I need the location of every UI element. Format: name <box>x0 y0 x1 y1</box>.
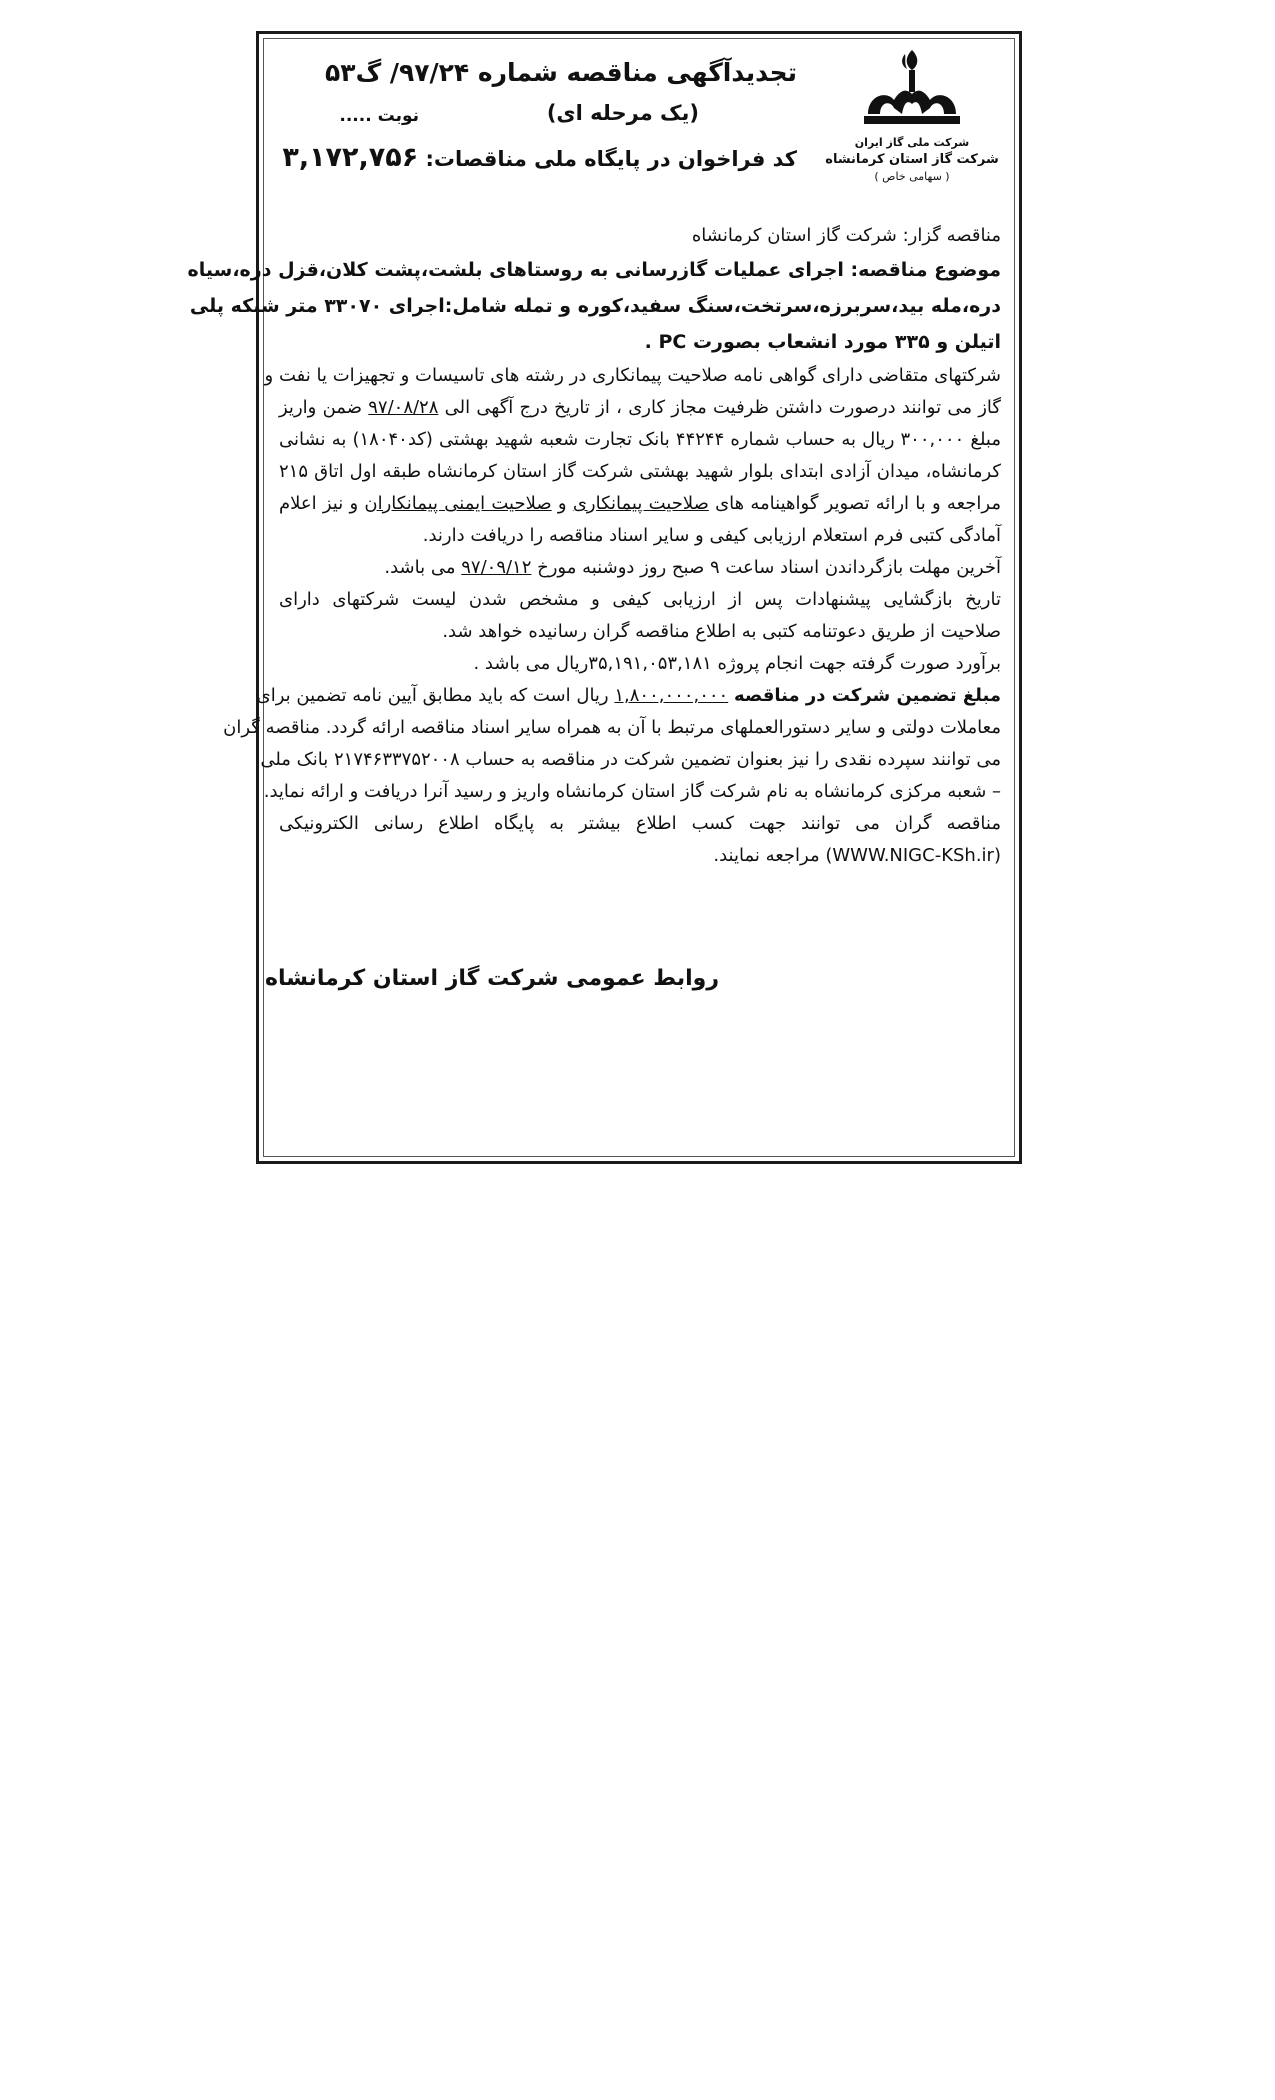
guarantee-label: مبلغ تضمین شرکت در مناقصه <box>733 685 1001 706</box>
notice-frame <box>187 31 1022 1164</box>
body-line-branch: – شعبه مرکزی کرمانشاه به نام شرکت گاز استان کرمانشاه واریز و رسید آنرا دریافت و ارائه نماید. <box>263 781 1001 802</box>
body-line-cash-deposit: می توانند سپرده نقدی را نیز بعنوان تضمین شرکت در مناقصه به حساب ۲۱۷۴۶۳۳۷۵۲۰۰۸ بانک ملی <box>260 749 1001 770</box>
text-segment: آخرین مهلت بازگرداندن اسناد ساعت ۹ صبح روز دوشنبه مورخ <box>537 557 1001 578</box>
portal-code-line <box>282 142 797 173</box>
signature-public-relations: روابط عمومی شرکت گاز استان کرمانشاه <box>264 966 719 991</box>
company-logo-block <box>823 44 1001 185</box>
body-line-regulations: معاملات دولتی و سایر دستورالعملهای مرتبط با آن به همراه سایر اسناد مناقصه ارائه گردد. مناقصه گران <box>223 717 1001 738</box>
text-segment: و نیز اعلام <box>279 493 359 514</box>
publication-turn: نوبت ..... <box>339 106 419 126</box>
tender-subject-line-3: اتیلن و ۳۳۵ مورد انشعاب بصورت PC . <box>644 331 1001 353</box>
text-segment: گاز می توانند درصورت داشتن ظرفیت مجاز کاری ، از تاریخ درج آگهی الی <box>444 397 1001 418</box>
nigc-logo-icon <box>860 44 964 134</box>
body-line-return-deadline <box>279 552 1001 584</box>
tender-organizer: مناقصه گزار: شرکت گاز استان کرمانشاه <box>691 225 1001 246</box>
body-line-receive-docs: آمادگی کتبی فرم استعلام ارزیابی کیفی و سایر اسناد مناقصه را دریافت دارند. <box>422 525 1001 546</box>
company-type: ( سهامی خاص ) <box>874 170 950 183</box>
tender-subject-line-1: موضوع مناقصه: اجرای عملیات گازرسانی به روستاهای بلشت،پشت کلان،قزل دره،سیاه <box>187 259 1001 281</box>
body-line-opening: تاریخ بازگشایی پیشنهادات پس از ارزیابی کیفی و مشخص شدن لیست شرکتهای دارای <box>279 589 1001 610</box>
notice-title: تجدیدآگهی مناقصه شماره ۹۷/۲۴/ گ۵۳ <box>325 58 797 87</box>
body-line-guarantee <box>256 680 1001 712</box>
notice-body <box>187 220 1001 872</box>
text-segment: مراجعه و با ارائه تصویر گواهینامه های <box>715 493 1001 514</box>
text-segment: و <box>557 493 567 514</box>
text-segment: ریال است که باید مطابق آیین نامه تضمین برای <box>256 685 609 706</box>
text-segment: ضمن واریز <box>279 397 362 418</box>
body-line-invitation: صلاحیت از طریق دعوتنامه کتبی به اطلاع مناقصه گران رسانیده خواهد شد. <box>442 621 1001 642</box>
purchase-deadline-date: ۹۷/۰۸/۲۸ <box>368 397 439 418</box>
portal-code: ۳,۱۷۲,۷۵۶ <box>282 142 419 173</box>
body-line-eligibility: شرکتهای متقاضی دارای گواهی نامه صلاحیت پیمانکاری در رشته های تاسیسات و تجهیزات یا نفت و <box>264 365 1001 386</box>
tender-subject-line-2: دره،مله بید،سربرزه،سرتخت،سنگ سفید،کوره و تمله شامل:اجرای ۳۳۰۷۰ متر شبکه پلی <box>189 295 1001 317</box>
body-line-website-info: مناقصه گران می توانند جهت کسب اطلاع بیشتر به پایگاه اطلاع رسانی الکترونیکی <box>279 813 1001 834</box>
guarantee-amount: ۱,۸۰۰,۰۰۰,۰۰۰ <box>614 685 729 706</box>
body-line-estimate: برآورد صورت گرفته جهت انجام پروژه ۳۵,۱۹۱,۰۵۳,۱۸۱ریال می باشد . <box>473 653 1001 674</box>
portal-label: کد فراخوان در پایگاه ملی مناقصات: <box>425 147 797 171</box>
text-segment: می باشد. <box>384 557 456 578</box>
body-line-certificates <box>279 488 1001 520</box>
body-line-fee: مبلغ ۳۰۰,۰۰۰ ریال به حساب شماره ۴۴۲۴۴ بانک تجارت شعبه شهید بهشتی (کد۱۸۰۴۰) به نشانی <box>279 429 1001 450</box>
return-deadline-date: ۹۷/۰۹/۱۲ <box>461 557 532 578</box>
company-name-nigc: شرکت ملی گاز ایران <box>854 136 970 149</box>
body-line-website: (WWW.NIGC-KSh.ir) مراجعه نمایند. <box>713 845 1001 866</box>
contracting-qualification: صلاحیت پیمانکاری <box>572 493 709 514</box>
company-name-kermanshah: شرکت گاز استان کرمانشاه <box>825 152 999 167</box>
safety-qualification: صلاحیت ایمنی پیمانکاران <box>364 493 552 514</box>
body-line-deadline-purchase <box>279 392 1001 424</box>
notice-stage: (یک مرحله ای) <box>546 101 699 125</box>
body-line-address: کرمانشاه، میدان آزادی ابتدای بلوار شهید بهشتی شرکت گاز استان کرمانشاه طبقه اول اتاق ۲۱۵ <box>279 461 1001 482</box>
